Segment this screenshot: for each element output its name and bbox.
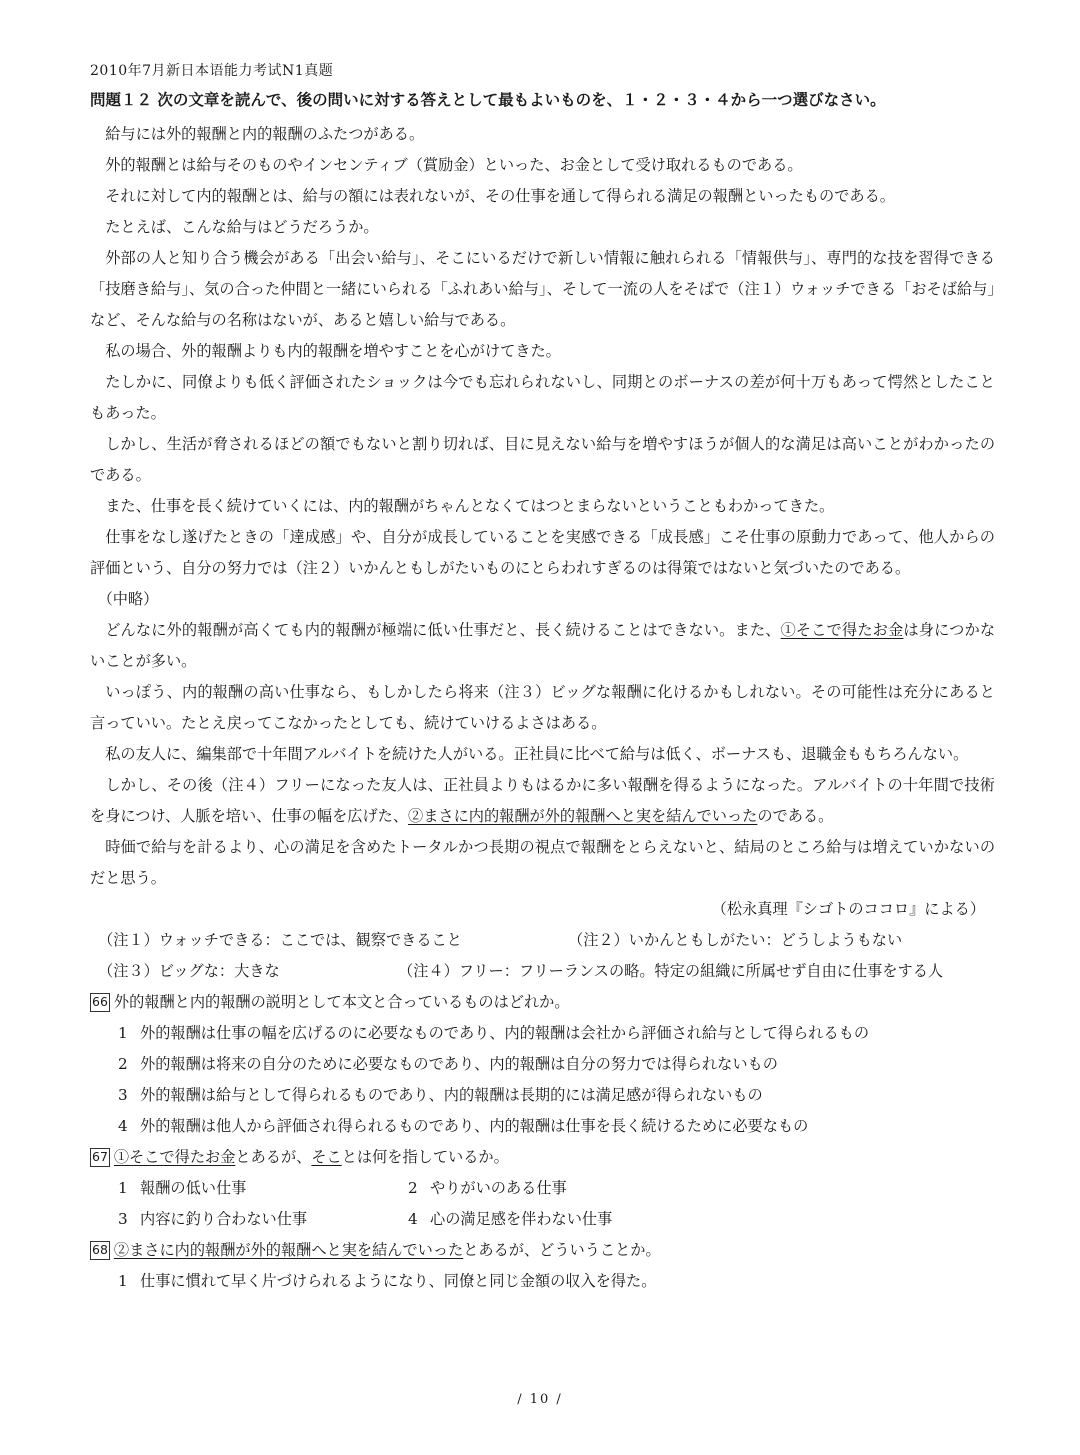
paragraph: 私の場合、外的報酬よりも内的報酬を増やすことを心がけてきた。	[105, 342, 561, 360]
source-citation: （松永真理『シゴトのココロ』による）	[711, 900, 985, 918]
reading-passage	[90, 119, 995, 1297]
page-number: / 10 /	[517, 1392, 563, 1407]
option-text: 外的報酬は給与として得られるものであり、内的報酬は長期的には満足感が得られないもの	[140, 1086, 763, 1104]
option-number: 4	[408, 1210, 418, 1228]
option-number: 4	[118, 1117, 128, 1135]
underlined-phrase: ①そこで得たお金	[113, 1148, 236, 1166]
underlined-phrase-1: ①そこで得たお金	[780, 621, 904, 639]
paragraph: 外部の人と知り合う機会がある「出会い給与」、そこにいるだけで新しい情報に触れられる「情報供与」、専門的な技を習得できる「技磨き給与」、気の合った仲間と一緒にいられる「ふれあい給与」、そして一流の人をそばで（注１）ウォッチできる「おそば給与」など、そんな給与の名称はないが、あると嬉しい給与である。	[90, 249, 995, 329]
answer-option[interactable]	[408, 1173, 698, 1204]
option-text: やりがいのある仕事	[430, 1179, 567, 1197]
paragraph: しかし、生活が脅されるほどの額でもないと割り切れば、目に見えない給与を増やすほうが個人的な満足は高いことがわかったのである。	[90, 435, 996, 484]
paragraph: また、仕事を長く続けていくには、内的報酬がちゃんとなくてはつとまらないということもわかってきた。	[105, 497, 835, 515]
question-68	[90, 1235, 995, 1266]
option-number: 1	[118, 1179, 128, 1197]
paragraph: 私の友人に、編集部で十年間アルバイトを続けた人がいる。正社員に比べて給与は低く、ボーナスも、退職金ももちろんない。	[105, 745, 969, 763]
note-4: （注４）フリー：フリーランスの略。特定の組織に所属せず自由に仕事をする人	[398, 962, 944, 980]
text-span: のである。	[757, 807, 834, 825]
paragraph: 給与には外的報酬と内的報酬のふたつがある。	[105, 125, 425, 143]
answer-option[interactable]	[90, 1266, 995, 1297]
option-text: 心の満足感を伴わない仕事	[430, 1210, 613, 1228]
notes-row-2	[90, 956, 995, 987]
option-text: 外的報酬は他人から評価され得られるものであり、内的報酬は仕事を長く続けるために必要なもの	[140, 1117, 809, 1135]
option-number: 2	[408, 1179, 418, 1197]
option-text: 仕事に慣れて早く片づけられるようになり、同僚と同じ金額の収入を得た。	[140, 1272, 657, 1290]
answer-option[interactable]	[118, 1204, 408, 1235]
question-number: 66	[90, 993, 110, 1012]
answer-option[interactable]	[118, 1173, 408, 1204]
paragraph-underline-2	[90, 770, 995, 832]
answer-option[interactable]	[90, 1018, 995, 1049]
text-span: とあるが、どういうことか。	[463, 1241, 661, 1259]
question-number: 67	[90, 1148, 110, 1167]
question-text: 外的報酬と内的報酬の説明として本文と合っているものはどれか。	[113, 993, 570, 1011]
question-instruction: 問題１２ 次の文章を読んで、後の問いに対する答えとして最もよいものを、１・２・３・４から一つ選びなさい。	[90, 91, 886, 109]
paragraph: いっぽう、内的報酬の高い仕事なら、もしかしたら将来（注３）ビッグな報酬に化けるかもしれない。その可能性は充分にあると言っていい。たとえ戻ってこなかったとしても、続けていけるよさはある。	[90, 683, 995, 732]
paragraph: 外的報酬とは給与そのものやインセンティブ（賞励金）といった、お金として受け取れるものである。	[105, 156, 803, 174]
answer-option[interactable]	[90, 1049, 995, 1080]
question-number: 68	[90, 1241, 110, 1260]
document-header: 2010年7月新日本语能力考试N1真题	[90, 63, 334, 79]
answer-option[interactable]	[90, 1080, 995, 1111]
text-span: とは何を指しているか。	[341, 1148, 509, 1166]
option-number: 1	[118, 1272, 128, 1290]
underlined-phrase-2: ②まさに内的報酬が外的報酬へと実を結んでいった	[408, 807, 758, 825]
question-66	[90, 987, 995, 1018]
paragraph: たとえば、こんな給与はどうだろうか。	[105, 218, 379, 236]
option-text: 外的報酬は将来の自分のために必要なものであり、内的報酬は自分の努力では得られないもの	[140, 1055, 778, 1073]
paragraph-underline-1	[90, 615, 995, 677]
note-3: （注３）ビッグな：大きな	[98, 962, 280, 980]
option-text: 外的報酬は仕事の幅を広げるのに必要なものであり、内的報酬は会社から評価され給与として得られるもの	[140, 1024, 869, 1042]
answer-options-row	[90, 1204, 995, 1235]
option-number: 1	[118, 1024, 128, 1042]
answer-option[interactable]	[90, 1111, 995, 1142]
paragraph: 時価で給与を計るより、心の満足を含めたトータルかつ長期の視点で報酬をとらえないと、結局のところ給与は増えていかないのだと思う。	[90, 838, 995, 887]
option-number: 3	[118, 1086, 128, 1104]
answer-option[interactable]	[408, 1204, 698, 1235]
notes-row-1	[90, 925, 995, 956]
paragraph: たしかに、同僚よりも低く評価されたショックは今でも忘れられないし、同期とのボーナスの差が何十万もあって愕然としたこともあった。	[90, 373, 995, 422]
answer-options-row	[90, 1173, 995, 1204]
underlined-phrase: ②まさに内的報酬が外的報酬へと実を結んでいった	[113, 1241, 464, 1259]
option-text: 報酬の低い仕事	[140, 1179, 247, 1197]
text-span: は身につかないことが多い。	[90, 621, 996, 670]
omission-mark: （中略）	[97, 590, 159, 608]
note-1: （注１）ウォッチできる：ここでは、観察できること	[98, 931, 462, 949]
option-text: 内容に釣り合わない仕事	[140, 1210, 308, 1228]
question-text	[114, 1142, 509, 1173]
text-span: とあるが、	[235, 1148, 312, 1166]
paragraph: 仕事をなし遂げたときの「達成感」や、自分が成長していることを実感できる「成長感」こそ仕事の原動力であって、他人からの評価という、自分の努力では（注２）いかんともしがたいものにとらわれすぎるのは得策ではないと気づいたのである。	[90, 528, 995, 577]
paragraph: それに対して内的報酬とは、給与の額には表れないが、その仕事を通して得られる満足の報酬といったものである。	[105, 187, 895, 205]
text-span: どんなに外的報酬が高くても内的報酬が極端に低い仕事だと、長く続けることはできない。また、	[105, 621, 781, 639]
question-67	[90, 1142, 995, 1173]
option-number: 3	[118, 1210, 128, 1228]
question-text	[114, 1235, 661, 1266]
note-2: （注２）いかんともしがたい：どうしようもない	[568, 931, 903, 949]
text-span: しかし、その後（注４）フリーになった友人は、正社員よりもはるかに多い報酬を得るようになった。アルバイトの十年間で技術を身につけ、人脈を培い、仕事の幅を広げた、	[90, 776, 995, 825]
underlined-phrase: そこ	[311, 1148, 342, 1166]
option-number: 2	[118, 1055, 128, 1073]
